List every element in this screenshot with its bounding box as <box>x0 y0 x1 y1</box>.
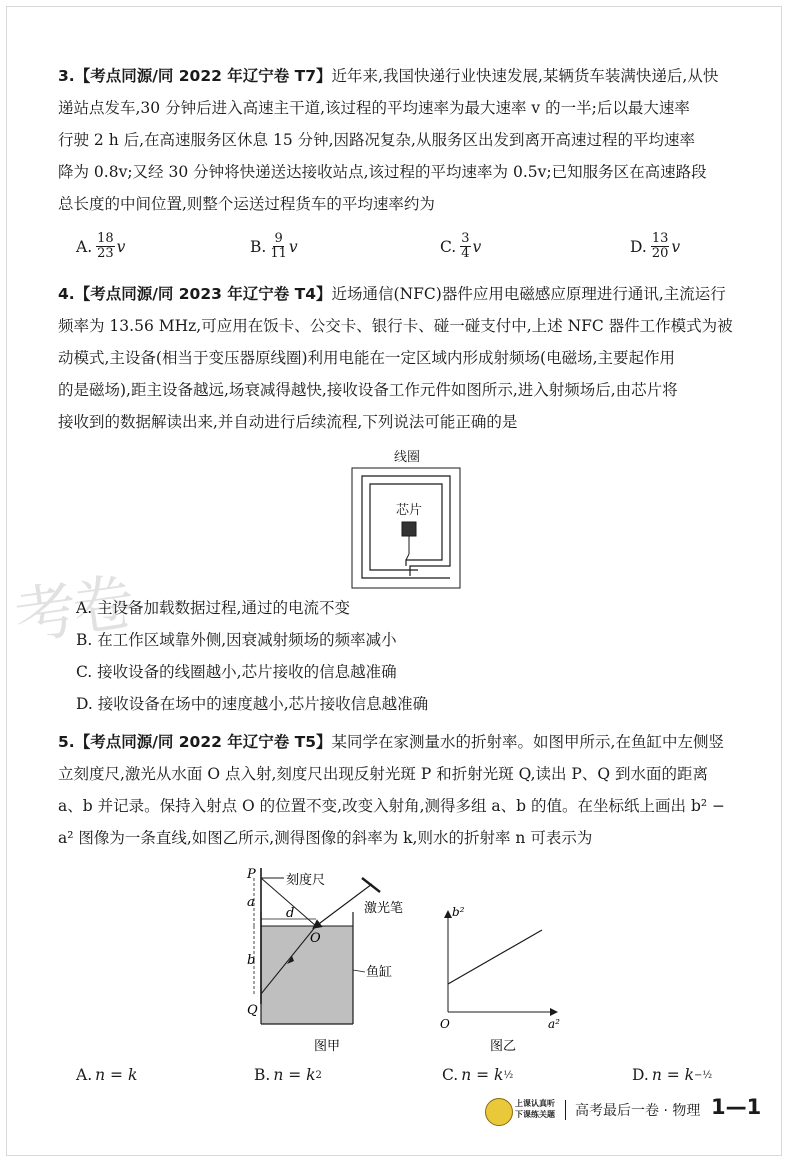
fig-b-caption: 图乙 <box>490 1039 517 1054</box>
label-b: b <box>247 953 256 968</box>
footer-divider <box>565 1100 566 1120</box>
label-a: a <box>247 895 255 910</box>
footer-title: 高考最后一卷 · 物理 <box>575 1103 701 1119</box>
q4-coil-figure <box>348 444 464 592</box>
fig-a-caption: 图甲 <box>314 1039 341 1054</box>
laser-label: 激光笔 <box>364 901 404 916</box>
q3-number: 3. <box>58 67 75 85</box>
q3-line4: 降为 0.8v;又经 30 分钟将快递送达接收站点,该过程的平均速率为 0.5v;已知服务区在高速路段 <box>58 163 707 181</box>
label-q: Q <box>247 1003 258 1018</box>
q3-options <box>76 232 716 272</box>
q3-option-b[interactable]: B. $\frac{9}{11}$ v <box>250 231 298 261</box>
chip-lead-2 <box>406 554 409 560</box>
question-3 <box>58 60 748 220</box>
q5-figure-b <box>438 900 568 1060</box>
question-4 <box>58 278 748 438</box>
q5-line3: a、b 并记录。保持入射点 O 的位置不变,改变入射角,测得多组 a、b 的值。在坐标纸上画出 b² − <box>58 797 726 815</box>
chip-label: 芯片 <box>396 503 423 518</box>
page-number: 1—1 <box>711 1095 762 1119</box>
q5-option-b[interactable]: B. n = k 2 <box>254 1066 322 1084</box>
question-5 <box>58 726 748 854</box>
q4-line4: 的是磁场),距主设备越远,场衰减得越快,接收设备工作元件如图所示,进入射频场后,由芯片将 <box>58 381 678 399</box>
label-p: P <box>247 867 256 882</box>
q4-line5: 接收到的数据解读出来,并自动进行后续流程,下列说法可能正确的是 <box>58 413 518 431</box>
q4-option-a[interactable]: A. 主设备加载数据过程,通过的电流不变 <box>76 599 350 617</box>
q3-line1: 3.【考点同源/同 2022 年辽宁卷 T7】近年来,我国快递行业快速发展,某辆货车装满快递后,从快 <box>58 67 719 85</box>
q4-option-d[interactable]: D. 接收设备在场中的速度越小,芯片接收信息越准确 <box>76 695 429 713</box>
tank-label: 鱼缸 <box>366 965 393 980</box>
q4-option-c[interactable]: C. 接收设备的线圈越小,芯片接收的信息越准确 <box>76 663 397 681</box>
q4-line3: 动模式,主设备(相当于变压器原线圈)利用电能在一定区域内形成射频场(电磁场,主要起作用 <box>58 349 675 367</box>
ruler-label: 刻度尺 <box>286 873 326 888</box>
ylabel: b² <box>452 905 465 919</box>
q3-option-d[interactable]: D. $\frac{13}{20}$ v <box>630 231 681 261</box>
q5-line2: 立刻度尺,激光从水面 O 点入射,刻度尺出现反射光斑 P 和折射光斑 Q,读出 P、Q 到水面的距离 <box>58 765 708 783</box>
footer-badge: 上课认真听 下课练关题 <box>515 1099 555 1119</box>
q3-option-a[interactable]: A. $\frac{18}{23}$ v <box>76 231 126 261</box>
tank-pointer <box>353 970 365 972</box>
q4-line2: 频率为 13.56 MHz,可应用在饭卡、公交卡、银行卡、碰一碰支付中,上述 NFC 器件工作模式为被 <box>58 317 733 335</box>
q4-source: 【考点同源/同 2023 年辽宁卷 T4】 <box>74 285 332 303</box>
q3-line2: 递站点发车,30 分钟后进入高速主干道,该过程的平均速率为最大速率 v 的一半;后以最大速率 <box>58 99 690 117</box>
q5-figure-a <box>244 864 414 1060</box>
q5-line1: 5.【考点同源/同 2022 年辽宁卷 T5】某同学在家测量水的折射率。如图甲所示,在鱼缸中左侧竖 <box>58 733 724 751</box>
q3-option-c[interactable]: C. $\frac{3}{4}$ v <box>440 231 482 261</box>
q4-line1: 4.【考点同源/同 2023 年辽宁卷 T4】近场通信(NFC)器件应用电磁感应原理进行通讯,主流运行 <box>58 285 726 303</box>
water <box>261 926 353 1024</box>
q3-line5: 总长度的中间位置,则整个运送过程货车的平均速率约为 <box>58 195 435 213</box>
mascot-icon <box>485 1098 513 1126</box>
chip <box>402 522 416 536</box>
q5-line4: a² 图像为一条直线,如图乙所示,测得图像的斜率为 k,则水的折射率 n 可表示为 <box>58 829 593 847</box>
q4-option-b[interactable]: B. 在工作区域靠外侧,因衰减射频场的频率减小 <box>76 631 397 649</box>
q5-option-d[interactable]: D. n = k −½ <box>632 1066 713 1084</box>
xlabel: a² <box>548 1017 560 1031</box>
label-d: d <box>286 906 295 921</box>
origin-label: O <box>440 1017 450 1031</box>
coil-label: 线圈 <box>394 450 421 465</box>
q3-source: 【考点同源/同 2022 年辽宁卷 T7】 <box>74 67 332 85</box>
q3-line3: 行驶 2 h 后,在高速服务区休息 15 分钟,因路况复杂,从服务区出发到离开高速过程的平均速率 <box>58 131 695 149</box>
q4-number: 4. <box>58 285 75 303</box>
q5-source: 【考点同源/同 2022 年辽宁卷 T5】 <box>74 733 332 751</box>
label-o: O <box>310 931 321 946</box>
q5-option-a[interactable]: A. n = k <box>76 1066 138 1084</box>
watermark: 考卷 <box>10 565 136 654</box>
q5-option-c[interactable]: C. n = k ½ <box>442 1066 514 1084</box>
q5-number: 5. <box>58 733 75 751</box>
page-footer <box>485 1092 775 1128</box>
plot-line <box>448 930 542 984</box>
